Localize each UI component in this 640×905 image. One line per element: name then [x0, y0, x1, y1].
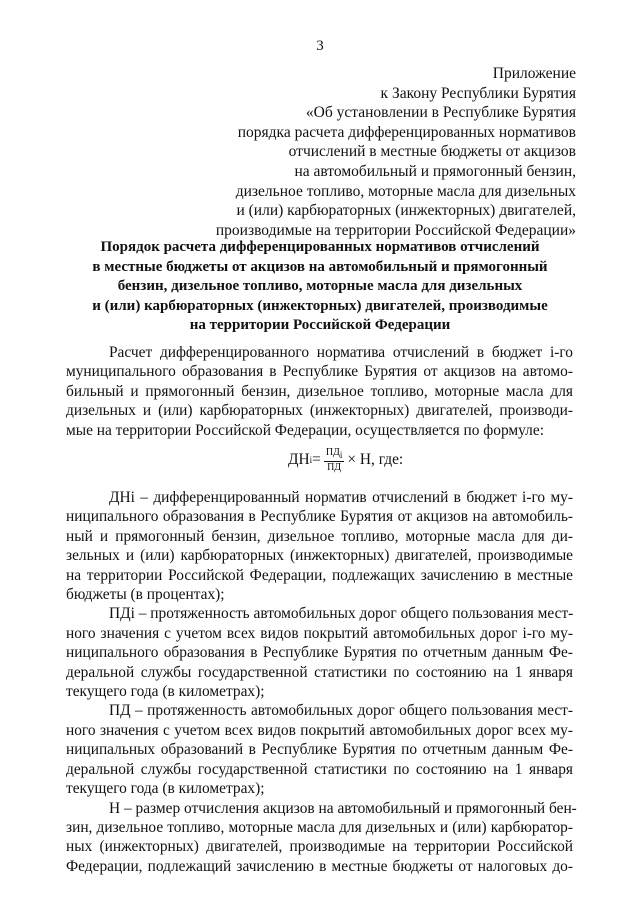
- title-line: бензин, дизельное топливо, моторные масла для дизельных: [117, 278, 523, 294]
- intro-line: мые на территории Российской Федерации, осуществляется по формуле:: [66, 421, 544, 439]
- definition-line: ного значения с учетом всех видов покрытий автомобильных дорог всех му-: [66, 721, 573, 739]
- definition-line: бюджеты (в процентах);: [66, 586, 225, 604]
- definition-paragraph: [66, 604, 573, 701]
- document-title: [60, 238, 580, 336]
- definition-line: ниципальных образований в Республике Бурятия по отчетным данным Фе-: [66, 741, 573, 759]
- appendix-line: отчислений в местные бюджеты от акцизов: [288, 143, 576, 161]
- definition-line: деральной службы государственной статистики по состоянию на 1 января: [66, 663, 573, 681]
- intro-paragraph: [66, 343, 573, 440]
- formula-denominator: ПД: [327, 462, 342, 473]
- appendix-line: на автомобильный и прямогонный бензин,: [294, 162, 576, 180]
- appendix-line: производимые на территории Российской Федерации»: [215, 221, 576, 239]
- intro-line: муниципального образования в Республике Бурятия от акцизов на автомо-: [66, 363, 573, 381]
- appendix-header: [216, 64, 576, 240]
- definition-line: ного значения с учетом всех видов покрытий автомобильных дорог i-го му-: [66, 624, 573, 642]
- definition-line: на территории Российской Федерации, подлежащих зачислению в местные: [66, 566, 573, 584]
- intro-line: Расчет дифференцированного норматива отчислений в бюджет i-го: [109, 344, 573, 361]
- definition-line: ПДi – протяженность автомобильных дорог общего пользования мест-: [109, 605, 574, 623]
- definition-line: ниципального образования в Республике Бурятия от акцизов на автомобиль-: [66, 508, 573, 526]
- formula-lhs: ДН: [288, 451, 310, 468]
- appendix-line: «Об установлении в Республике Бурятия: [305, 104, 576, 122]
- formula-rest: × Н, где:: [347, 451, 404, 468]
- intro-line: бильный и прямогонный бензин, дизельное топливо, моторные масла для: [66, 382, 573, 400]
- page-number: 3: [316, 38, 324, 54]
- intro-line: дизельных и (или) карбюраторных (инжекторных) двигателей, производи-: [66, 402, 573, 420]
- formula-numerator: $ПД_i$: [325, 447, 343, 460]
- definition-line: ных (инжекторных) двигателей, производимые на территории Российской: [66, 838, 573, 856]
- appendix-line: к Закону Республики Бурятия: [380, 84, 576, 102]
- definition-line: текущего года (в километрах);: [66, 780, 265, 798]
- definition-paragraph: [66, 799, 577, 877]
- title-line: и (или) карбюраторных (инжекторных) двигателей, производимые: [92, 297, 548, 314]
- definition-line: ПД – протяженность автомобильных дорог общего пользования мест-: [109, 702, 573, 720]
- definition-line: текущего года (в километрах);: [66, 683, 265, 701]
- title-line: на территории Российской Федерации: [189, 317, 451, 333]
- definition-paragraph: [66, 701, 573, 798]
- definition-line: зин, дизельное топливо, моторные масла для дизельных и (или) карбюратор-: [66, 818, 573, 836]
- definition-line: Федерации, подлежащий зачислению в местные бюджеты от налоговых до-: [66, 857, 573, 875]
- definition-line: ный и прямогонный бензин, дизельное топливо, моторные масла для ди-: [66, 527, 573, 545]
- definition-line: Н – размер отчисления акцизов на автомобильный и прямогонный бен-: [109, 799, 577, 817]
- appendix-line: порядка расчета дифференцированных нормативов: [237, 123, 576, 141]
- appendix-line: дизельное топливо, моторные масла для дизельных: [235, 182, 576, 200]
- formula-fraction: [324, 447, 345, 473]
- definition-line: деральной службы государственной статистики по состоянию на 1 января: [66, 760, 573, 778]
- appendix-line: и (или) карбюраторных (инжекторных) двигателей,: [236, 202, 576, 220]
- definition-line: ниципального образования в Республике Бурятия по отчетным данным Фе-: [66, 644, 573, 662]
- formula: [288, 447, 403, 473]
- title-line: Порядок расчета дифференцированных нормативов отчислений: [100, 239, 540, 255]
- appendix-line: Приложение: [492, 65, 576, 82]
- definition-paragraph: [66, 488, 573, 604]
- formula-equals: =: [312, 451, 321, 468]
- title-line: в местные бюджеты от акцизов на автомобильный и прямогонный: [92, 258, 548, 275]
- definition-line: зельных и (или) карбюраторных (инжекторных) двигателей, производимые: [66, 547, 573, 565]
- formula-lhs-sub: i: [309, 455, 313, 465]
- definitions: [66, 488, 577, 876]
- definition-line: ДНi – дифференцированный норматив отчислений в бюджет i-го му-: [109, 489, 573, 506]
